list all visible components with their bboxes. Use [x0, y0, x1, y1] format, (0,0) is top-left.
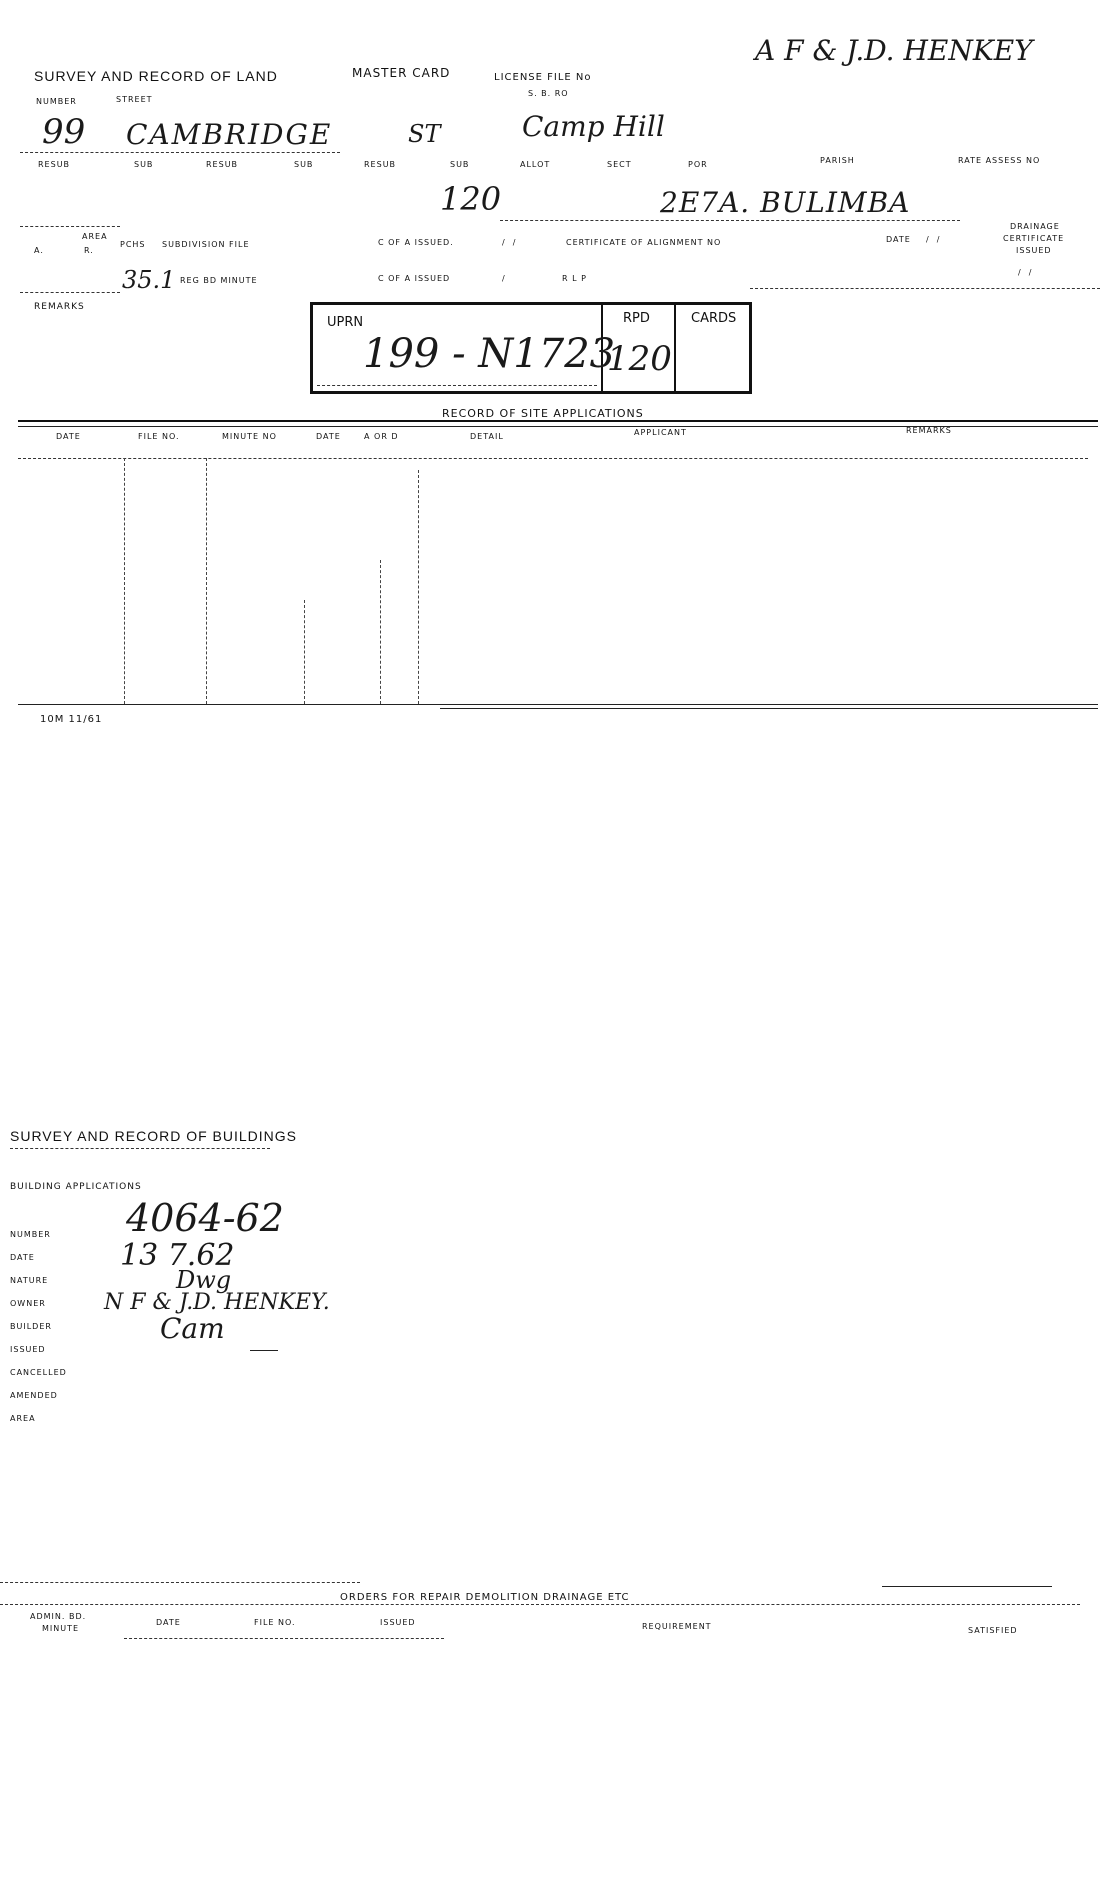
number-value: 99: [42, 112, 86, 152]
uprn-value: 199 - N1723: [363, 331, 616, 377]
r-label: R.: [84, 246, 94, 255]
sect-label: SECT: [607, 160, 632, 169]
c-of-a-issued-label-2: C OF A ISSUED: [378, 274, 451, 283]
site-col-divider-2: [206, 458, 207, 704]
sub-label-1: SUB: [134, 160, 154, 169]
drainage-label-1: DRAINAGE: [1010, 222, 1060, 231]
orders-title: ORDERS FOR REPAIR DEMOLITION DRAINAGE ETC: [340, 1592, 630, 1603]
orders-file-no-label: FILE NO.: [254, 1618, 296, 1627]
rate-assess-label: RATE ASSESS NO: [958, 156, 1041, 165]
site-col-divider-5: [418, 470, 419, 704]
handwritten-owner-header: A F & J.D. HENKEY: [755, 34, 1033, 67]
orders-requirement-label: REQUIREMENT: [642, 1622, 712, 1631]
date-label: DATE: [886, 235, 911, 244]
site-col-divider-3: [304, 600, 305, 704]
site-apps-top-rule: [18, 420, 1098, 422]
site-apps-bottom-rule: [18, 704, 1098, 705]
sub-label-3: SUB: [450, 160, 470, 169]
cert-alignment-label: CERTIFICATE OF ALIGNMENT NO: [566, 238, 722, 247]
rpd-value: 120: [607, 339, 672, 379]
cards-label: CARDS: [691, 311, 737, 326]
site-apps-header-rule: [18, 458, 1088, 459]
bldg-cancelled-label: CANCELLED: [10, 1368, 67, 1377]
building-applications-label: BUILDING APPLICATIONS: [10, 1182, 142, 1192]
reg-bd-minute-label: REG BD MINUTE: [180, 276, 258, 285]
resub-label-3: RESUB: [364, 160, 397, 169]
orders-mid-rule: [0, 1604, 1080, 1605]
row3-rule-b: [750, 288, 1100, 289]
c-of-a-issued-label: C OF A ISSUED.: [378, 238, 454, 247]
sub-label-2: SUB: [294, 160, 314, 169]
bldg-nature-value: Dwg: [176, 1266, 232, 1294]
por-label: POR: [688, 160, 708, 169]
drainage-date-slashes: / /: [1018, 268, 1033, 277]
c-of-a-date-slashes: / /: [502, 238, 517, 247]
orders-admin-bd-label: ADMIN. BD.: [30, 1612, 87, 1621]
uprn-box: [310, 302, 752, 394]
remarks-label: REMARKS: [34, 302, 85, 312]
bldg-amended-label: AMENDED: [10, 1391, 58, 1400]
street-label: STREET: [116, 95, 153, 104]
bldg-issued-label: ISSUED: [10, 1345, 46, 1354]
site-col-date-2: DATE: [316, 432, 341, 441]
site-col-minute-no: MINUTE NO: [222, 432, 277, 441]
rpd-label: RPD: [623, 311, 650, 326]
buildings-title-underline: [10, 1148, 270, 1149]
c-of-a-date-slash-2: /: [502, 274, 506, 283]
subdivision-file-label: SUBDIVISION FILE: [162, 240, 250, 249]
site-col-remarks: REMARKS: [906, 426, 952, 435]
master-card-label: MASTER CARD: [352, 66, 451, 80]
st-value: ST: [408, 120, 441, 148]
pchs-value: 35.1: [122, 266, 176, 294]
drainage-label-3: ISSUED: [1016, 246, 1052, 255]
bldg-date-label: DATE: [10, 1253, 35, 1262]
orders-top-rule: [0, 1582, 360, 1583]
license-file-label: LICENSE FILE No: [494, 72, 592, 83]
number-label: NUMBER: [36, 97, 77, 106]
row1-rule: [20, 152, 340, 153]
bldg-area-label: AREA: [10, 1414, 36, 1423]
bldg-owner-label: OWNER: [10, 1299, 46, 1308]
orders-bottom-rule: [124, 1638, 444, 1639]
print-code: 10M 11/61: [40, 714, 103, 725]
allot-label: ALLOT: [520, 160, 551, 169]
site-col-divider-4: [380, 560, 381, 704]
bldg-builder-underline: [250, 1350, 278, 1351]
row3-rule-a: [20, 292, 120, 293]
orders-satisfied-label: SATISFIED: [968, 1626, 1018, 1635]
site-col-a-or-d: A OR D: [364, 432, 399, 441]
suburb-value: Camp Hill: [522, 110, 665, 143]
bldg-builder-label: BUILDER: [10, 1322, 52, 1331]
rlp-label: R L P: [562, 274, 587, 283]
bldg-number-label: NUMBER: [10, 1230, 51, 1239]
site-col-date: DATE: [56, 432, 81, 441]
site-applications-title: RECORD OF SITE APPLICATIONS: [442, 407, 644, 420]
orders-minute-label: MINUTE: [42, 1624, 80, 1633]
area-label: AREA: [82, 232, 108, 241]
bldg-number-value: 4064-62: [126, 1196, 284, 1240]
site-col-file-no: FILE NO.: [138, 432, 180, 441]
street-value: CAMBRIDGE: [126, 118, 333, 151]
bldg-builder-value: Cam: [160, 1312, 225, 1345]
uprn-label: UPRN: [327, 315, 364, 330]
date-slashes: / /: [926, 235, 941, 244]
land-title: SURVEY AND RECORD OF LAND: [34, 68, 278, 84]
orders-date-label: DATE: [156, 1618, 181, 1627]
sub-ro-label: S. B. RO: [528, 89, 569, 98]
parish-value: 2E7A. BULIMBA: [660, 186, 911, 219]
orders-top-rule-right: [882, 1586, 1052, 1587]
site-col-detail: DETAIL: [470, 432, 504, 441]
bldg-nature-label: NATURE: [10, 1276, 49, 1285]
uprn-value-underline: [317, 385, 597, 386]
a-label: A.: [34, 246, 44, 255]
row2-rule: [500, 220, 960, 221]
area-rule: [20, 226, 120, 227]
bldg-owner-value: N F & J.D. HENKEY.: [104, 1290, 330, 1315]
pchs-label: PCHS: [120, 240, 146, 249]
uprn-divider-2: [674, 305, 676, 391]
resub-label-2: RESUB: [206, 160, 239, 169]
bldg-date-value: 13 7.62: [120, 1238, 235, 1273]
site-col-divider-1: [124, 458, 125, 704]
orders-issued-label: ISSUED: [380, 1618, 416, 1627]
site-col-applicant: APPLICANT: [634, 428, 687, 437]
resub-label-1: RESUB: [38, 160, 71, 169]
por-value: 120: [440, 180, 502, 218]
site-apps-bottom-rule-b: [440, 708, 1098, 709]
drainage-label-2: CERTIFICATE: [1003, 234, 1065, 243]
parish-label: PARISH: [820, 156, 855, 165]
buildings-title: SURVEY AND RECORD OF BUILDINGS: [10, 1128, 297, 1144]
